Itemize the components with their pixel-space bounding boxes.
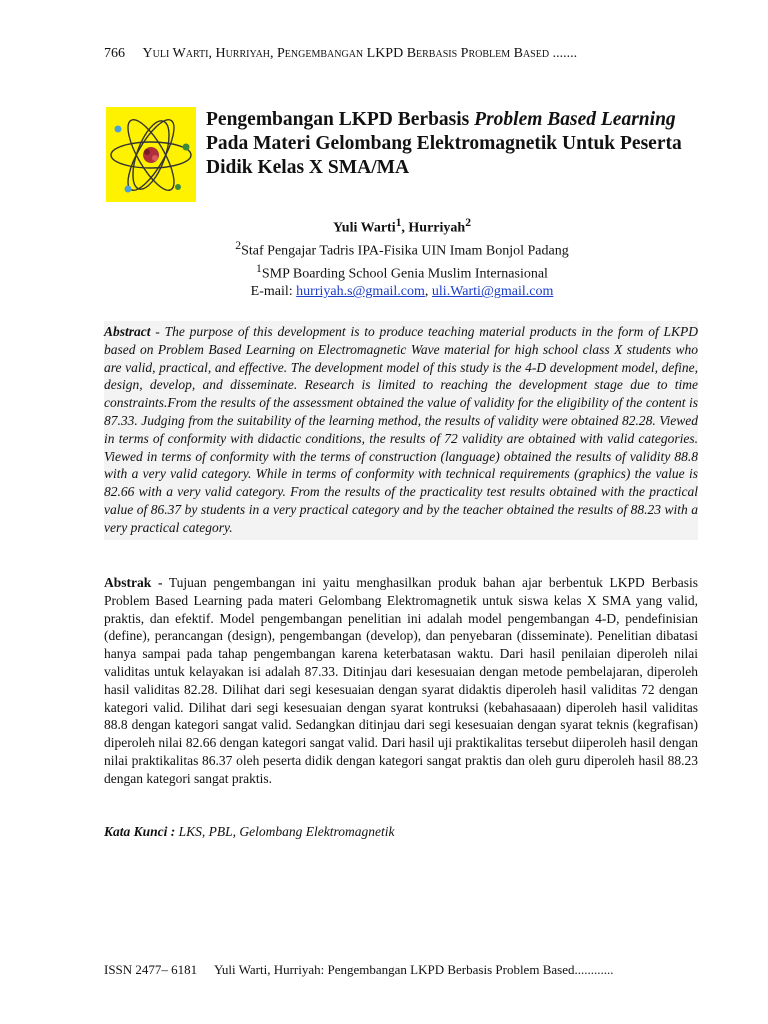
- author-2: Hurriyah: [408, 220, 466, 236]
- author-1: Yuli Warti: [332, 220, 396, 236]
- abstract-label: Abstract: [104, 324, 151, 339]
- running-title: Yuli Warti, Hurriyah, Pengembangan LKPD Berbasis Problem Based .......: [142, 46, 578, 61]
- title-italic: Problem Based Learning: [474, 109, 676, 130]
- author-1-sup: 1: [395, 216, 402, 229]
- affiliation-2-text: Staf Pengajar Tadris IPA-Fisika UIN Imam Bonjol Padang: [241, 243, 569, 259]
- author-separator: ,: [401, 220, 409, 236]
- author-names: [104, 214, 700, 237]
- footer-text: Yuli Warti, Hurriyah: Pengembangan LKPD Berbasis Problem Based............: [213, 962, 614, 977]
- email-label: E-mail:: [250, 284, 297, 300]
- page-number: 766: [104, 46, 125, 61]
- keywords-label: Kata Kunci :: [104, 824, 176, 839]
- author-block: [104, 214, 700, 301]
- keywords: [104, 824, 698, 840]
- abstract-english: [104, 321, 698, 540]
- affiliation-1-sup: 1: [256, 262, 262, 276]
- footer-issn: ISSN 2477– 6181: [104, 962, 198, 977]
- title-part2: Pada Materi Gelombang Elektromagnetik Untuk Peserta Didik Kelas X SMA/MA: [206, 133, 682, 178]
- affiliation-1: [104, 260, 700, 283]
- email-link-2[interactable]: uli.Warti@gmail.com: [431, 284, 554, 300]
- atom-icon: [106, 107, 196, 202]
- title-part1: Pengembangan LKPD Berbasis: [206, 109, 475, 130]
- affiliation-2: [104, 237, 700, 260]
- keywords-text: LKS, PBL, Gelombang Elektromagnetik: [175, 824, 395, 839]
- email-separator: ,: [424, 284, 432, 300]
- affiliation-1-text: SMP Boarding School Genia Muslim Internasional: [261, 266, 548, 282]
- running-header: [104, 46, 704, 62]
- abstrak-text: Tujuan pengembangan ini yaitu menghasilkan produk bahan ajar berbentuk LKPD Berbasis Problem Based Learning pada materi Gelombang Elektromagnetik untuk siswa kelas X SMA yang valid, praktis, dan efektif. Model pengembangan penelitian ini adalah model pengembangan 4-D, pendefinisian (define), perancangan (design), pengembangan (develop), dan penyebaran (disseminate). Penelitian dibatasi hanya sampai pada tahap pengembangan karena keterbatasan waktu. Dari hasil penilaian diperoleh nilai validitas untuk kelayakan isi adalah 87.33. Ditinjau dari kesesuaian dengan metode pembelajaran, diperoleh hasil validitas 82.28. Dilihat dari segi kesesuaian dengan syarat didaktis diperoleh hasil validitas 72 dengan kategori valid. Dilihat dari segi kesesuaian dengan syarat kontruksi (kebahasaaan) diperoleh hasil validitas 88.8 dengan kategori sangat valid. Sedangkan ditinjau dari segi kesesuaian dengan syarat teknis (kegrafisan) diperoleh nilai 82.66 dengan kategori sangat valid. Dari hasil uji praktikalitas tersebut diiperoleh hasil dengan nilai praktikalitas 86.37 oleh peserta didik dengan kategori sangat praktis dan oleh guru diperoleh hasil 88.23 dengan kategori sangat praktis.: [104, 575, 698, 786]
- email-link-1[interactable]: hurriyah.s@gmail.com: [296, 284, 425, 300]
- affiliation-2-sup: 2: [235, 239, 242, 253]
- paper-title: [206, 108, 706, 180]
- abstrak-label: Abstrak -: [104, 575, 163, 590]
- email-line: [104, 283, 700, 301]
- abstract-text: - The purpose of this development is to produce teaching material products in the form of LKPD based on Problem Based Learning on Electromagnetic Wave material for high school class X students who are valid, practical, and effective. The development model of this study is the 4-D development model, define, design, develop, and disseminate. Research is limited to reaching the development stage due to time constraints.From the results of the assessment obtained the value of validity for the eligibility of the content is 87.33. Judging from the suitability of the learning method, the results of validity were obtained 82.28. Viewed in terms of conformity with didactic conditions, the results of 72 validity are obtained with valid categories. Viewed in terms of conformity with the terms of construction (language) obtained the results of validity 88.8 with a very valid category. While in terms of conformity with technical requirements (graphics) the value is 82.66 with a very valid category. From the results of the practicality test results obtained with the practical value of 86.37 by students in a very practical category and by the teacher obtained the results of 88.23 with a very practical category.: [104, 324, 698, 535]
- abstract-indonesian: [104, 574, 698, 788]
- author-2-sup: 2: [465, 216, 472, 229]
- page-footer: [104, 962, 704, 978]
- journal-logo: [106, 107, 196, 202]
